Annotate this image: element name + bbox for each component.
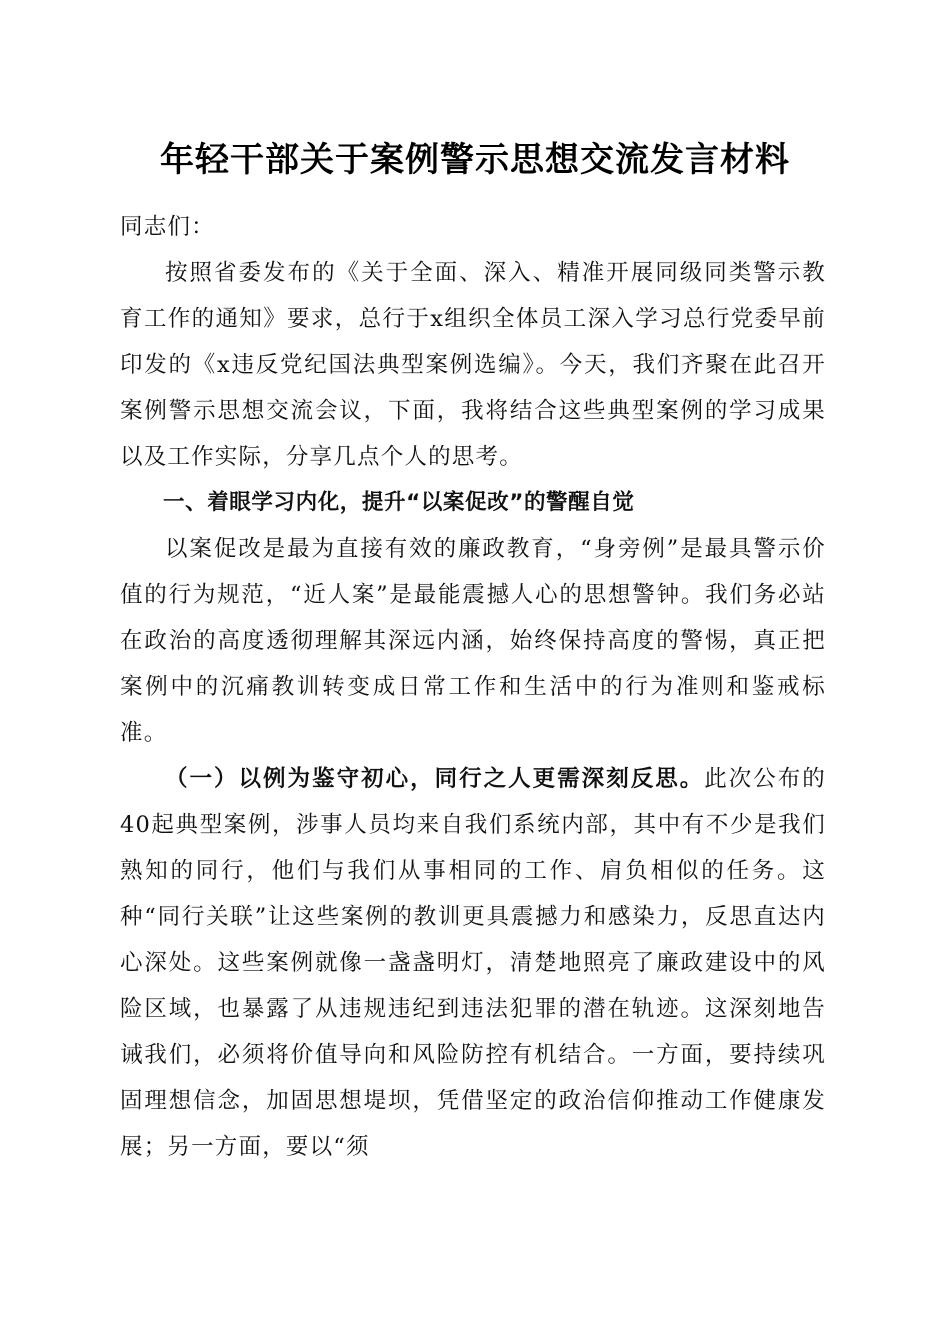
- intro-paragraph: 按照省委发布的《关于全面、深入、精准开展同级同类警示教育工作的通知》要求，总行于x组织全体员工深入学习总行党委早前印发的《x违反党纪国法典型案例选编》。今天，我们齐聚在此召开案例警示思想交流会议，下面，我将结合这些典型案例的学习成果以及工作实际，分享几点个人的思考。: [120, 260, 826, 470]
- document-title: 年轻干部关于案例警示思想交流发言材料: [160, 140, 790, 180]
- subsection-1-body: 此次公布的40起典型案例，涉事人员均来自我们系统内部，其中有不少是我们熟知的同行，他们与我们从事相同的工作、肩负相似的任务。这种“同行关联”让这些案例的教训更具震撼力和感染力，反思直达内心深处。这些案例就像一盏盏明灯，清楚地照亮了廉政建设中的风险区域，也暴露了从违规违纪到违法犯罪的潜在轨迹。这深刻地告诫我们，必须将价值导向和风险防控有机结合。一方面，要持续巩固理想信念，加固思想堤坝，凭借坚定的政治信仰推动工作健康发展；另一方面，要以“须: [120, 766, 826, 1160]
- document-body: [120, 204, 826, 1170]
- subsection-1-paragraph: [120, 756, 826, 1170]
- section-heading-1: 一、着眼学习内化，提升“以案促改”的警醒自觉: [163, 490, 635, 515]
- salutation: 同志们：: [120, 214, 215, 240]
- section-1-paragraph: 以案促改是最为直接有效的廉政教育，“身旁例”是最具警示价值的行为规范，“近人案”是最能震撼人心的思想警钟。我们务必站在政治的高度透彻理解其深远内涵，始终保持高度的警惕，真正把案例中的沉痛教训转变成日常工作和生活中的行为准则和鉴戒标准。: [120, 536, 826, 746]
- subsection-heading-1: （一）以例为鉴守初心，同行之人更需深刻反思。: [165, 766, 705, 792]
